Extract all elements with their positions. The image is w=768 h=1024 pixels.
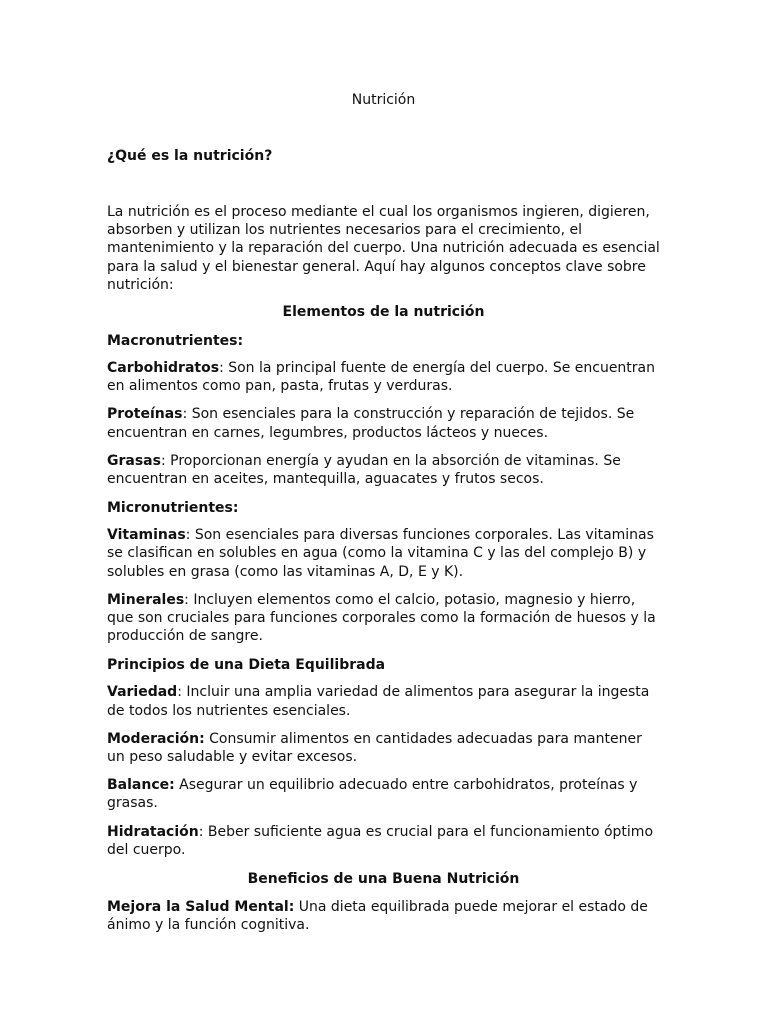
entry-term: Carbohidratos [107,360,220,376]
entry-vitaminas [107,526,660,581]
entry-term: Hidratación [107,823,199,840]
document-body [107,302,660,944]
document-title: Nutrición [351,92,416,108]
entry-text: : Proporcionan energía y ayudan en la absorción de vitaminas. Se encuentran en aceites, mantequilla, aguacates y frutos secos. [107,452,621,488]
subheading-micronutrients: Micronutrientes: [107,500,239,517]
entry-hidratacion [107,823,660,859]
entry-text: : Incluyen elementos como el calcio, potasio, magnesio y hierro, que son cruciales para funciones corporales como la formación de huesos y la producción de sangre. [107,591,656,645]
subheading-macronutrients: Macronutrientes: [107,333,244,349]
entry-term: Grasas [107,452,161,469]
entry-term: Vitaminas [107,527,186,544]
entry-term: Mejora la Salud Mental: [107,899,295,916]
entry-moderacion [107,730,660,766]
entry-text: Asegurar un equilibrio adecuado entre carbohidratos, proteínas y grasas. [107,777,638,812]
entry-variedad [107,683,660,719]
entry-text: : Son la principal fuente de energía del cuerpo. Se encuentran en alimentos como pan, pasta, frutas y verduras. [107,360,656,395]
entry-term: Balance: [107,777,175,794]
entry-proteinas [107,405,660,441]
entry-text: Una dieta equilibrada puede mejorar el estado de ánimo y la función cognitiva. [107,899,648,934]
question-heading: ¿Qué es la nutrición? [107,148,273,164]
entry-carbohidratos [107,359,660,395]
entry-term: Variedad [107,684,178,701]
entry-term: Proteínas [107,406,183,423]
entry-term: Moderación: [107,730,205,747]
entry-salud-mental [107,898,660,934]
subheading-principles: Principios de una Dieta Equilibrada [107,657,386,674]
section-heading-elements: Elementos de la nutrición [282,304,485,320]
entry-minerales [107,591,660,646]
entry-grasas [107,452,660,488]
entry-text: : Son esenciales para diversas funciones corporales. Las vitaminas se clasifican en solubles en agua (como la vitamina C y las del complejo B) y solubles en grasa (como las vitaminas A, D, E y K). [107,527,654,580]
entry-text: : Beber suficiente agua es crucial para el funcionamiento óptimo del cuerpo. [107,823,654,858]
entry-balance [107,776,660,812]
entry-text: : Incluir una amplia variedad de alimentos para asegurar la ingesta de todos los nutrientes esenciales. [107,684,650,719]
entry-text: : Son esenciales para la construcción y reparación de tejidos. Se encuentran en carnes, legumbres, productos lácteos y nueces. [107,406,635,441]
intro-paragraph: La nutrición es el proceso mediante el cual los organismos ingieren, digieren, absorben y utilizan los nutrientes necesarios para el crecimiento, el mantenimiento y la reparación del cuerpo. Una nutrición adecuada es esencial para la salud y el bienestar general. Aquí hay algunos conceptos clave sobre nutrición: [107,204,660,293]
entry-term: Minerales [107,591,185,608]
entry-text: Consumir alimentos en cantidades adecuadas para mantener un peso saludable y evitar excesos. [107,730,642,766]
section-heading-benefits: Beneficios de una Buena Nutrición [247,871,520,888]
